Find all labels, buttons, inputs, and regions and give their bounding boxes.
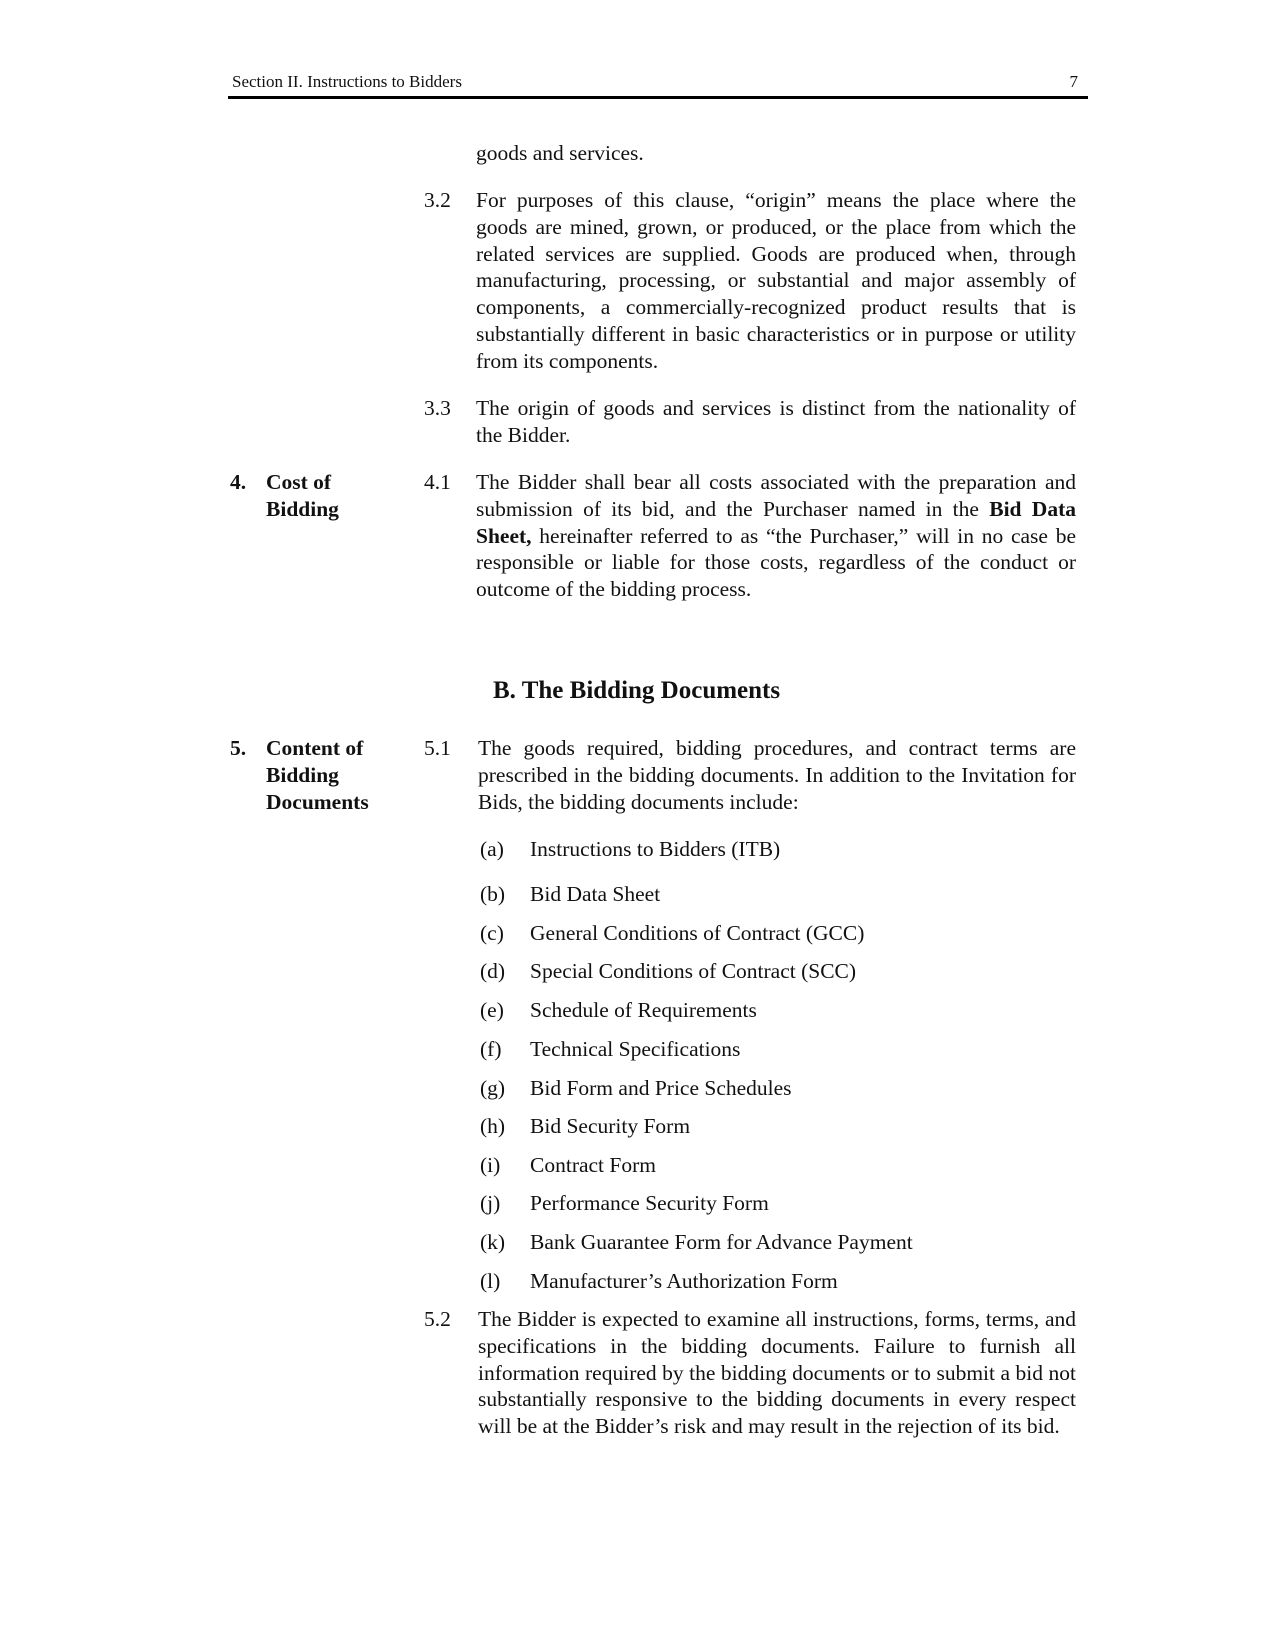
list-marker: (f): [480, 1037, 502, 1061]
list-text: Bank Guarantee Form for Advance Payment: [530, 1230, 913, 1254]
list-text: Performance Security Form: [530, 1191, 769, 1215]
list-marker: (i): [480, 1153, 501, 1177]
clause-text-3-2: For purposes of this clause, “origin” means the place where the goods are mined, grown, or produced, or the place from which the related services are supplied. Goods are produced when, through manufacturing, processing, or substantial and major assembly of components, a commercially-recognized product results that is substantially different in basic characteristics or in purpose or utility from its components.: [476, 188, 1076, 373]
section-5-number: 5.: [230, 736, 247, 760]
list-text: Bid Form and Price Schedules: [530, 1076, 792, 1100]
clause-text-4-1: [476, 469, 1076, 603]
list-item: [480, 920, 864, 946]
list-item: [480, 836, 780, 862]
list-marker: (b): [480, 882, 506, 906]
section-5-label-line2: Bidding: [266, 762, 339, 787]
clause-number-3-2: 3.2: [424, 188, 451, 212]
list-text: Instructions to Bidders (ITB): [530, 837, 781, 861]
page-number: 7: [1069, 72, 1078, 91]
list-marker: (a): [480, 837, 504, 861]
list-item: [480, 1113, 690, 1139]
clause-number-4-1: 4.1: [424, 470, 451, 494]
section-4-label-line2: Bidding: [266, 496, 339, 521]
list-marker: (g): [480, 1076, 506, 1100]
bid-data-sheet-reference: Bid Data Sheet,: [476, 496, 1076, 548]
list-text: General Conditions of Contract (GCC): [530, 921, 865, 945]
clause-text-3-3: The origin of goods and services is distinct from the nationality of the Bidder.: [476, 396, 1076, 447]
list-item: [480, 1036, 740, 1062]
list-marker: (j): [480, 1191, 501, 1215]
list-text: Technical Specifications: [530, 1037, 741, 1061]
list-item: [480, 997, 757, 1023]
section-4-number: 4.: [230, 470, 247, 494]
list-item: [480, 958, 856, 984]
list-text: Schedule of Requirements: [530, 998, 757, 1022]
list-marker: (h): [480, 1114, 506, 1138]
list-item: [480, 1075, 792, 1101]
clause-4-1-text-part1: The Bidder shall bear all costs associated with the preparation and submission of its bid, and the Purchaser named in the: [476, 470, 1076, 521]
section-4-label: [266, 469, 339, 523]
list-text: Manufacturer’s Authorization Form: [530, 1269, 838, 1293]
list-item: [480, 1152, 656, 1178]
clause-text-5-2: The Bidder is expected to examine all instructions, forms, terms, and specifications in the bidding documents. Failure to furnish all information required by the bidding documents or to submit a bid not substantially responsive to the bidding documents in every respect will be at the Bidder’s risk and may result in the rejection of its bid.: [478, 1307, 1076, 1439]
clause-text-5-1: The goods required, bidding procedures, and contract terms are prescribed in the bidding documents. In addition to the Invitation for Bids, the bidding documents include:: [478, 736, 1076, 814]
list-text: Special Conditions of Contract (SCC): [530, 959, 857, 983]
list-text: Bid Security Form: [530, 1114, 691, 1138]
section-5-label-line3: Documents: [266, 789, 369, 814]
section-4-label-line1: Cost of: [266, 470, 332, 494]
list-item: [480, 1268, 838, 1294]
part-b-heading: B. The Bidding Documents: [493, 677, 781, 704]
section-5-label-line1: Content of: [266, 736, 364, 760]
list-marker: (k): [480, 1230, 506, 1254]
list-marker: (l): [480, 1269, 501, 1293]
clause-number-3-3: 3.3: [424, 396, 451, 420]
list-text: Bid Data Sheet: [530, 882, 661, 906]
clause-4-1-text-part2: hereinafter referred to as “the Purchaser,” will in no case be responsible or liable for those costs, regardless of the conduct or outcome of the bidding process.: [476, 523, 1076, 602]
list-marker: (e): [480, 998, 504, 1022]
list-marker: (c): [480, 921, 504, 945]
continuation-text: goods and services.: [476, 141, 644, 165]
header-section-title: Section II. Instructions to Bidders: [232, 72, 462, 91]
page-header: [228, 70, 1088, 99]
section-5-label: [266, 735, 369, 815]
list-item: [480, 881, 660, 907]
list-item: [480, 1229, 913, 1255]
list-item: [480, 1190, 769, 1216]
list-marker: (d): [480, 959, 506, 983]
list-text: Contract Form: [530, 1153, 656, 1177]
clause-number-5-2: 5.2: [424, 1307, 451, 1331]
clause-number-5-1: 5.1: [424, 736, 451, 760]
